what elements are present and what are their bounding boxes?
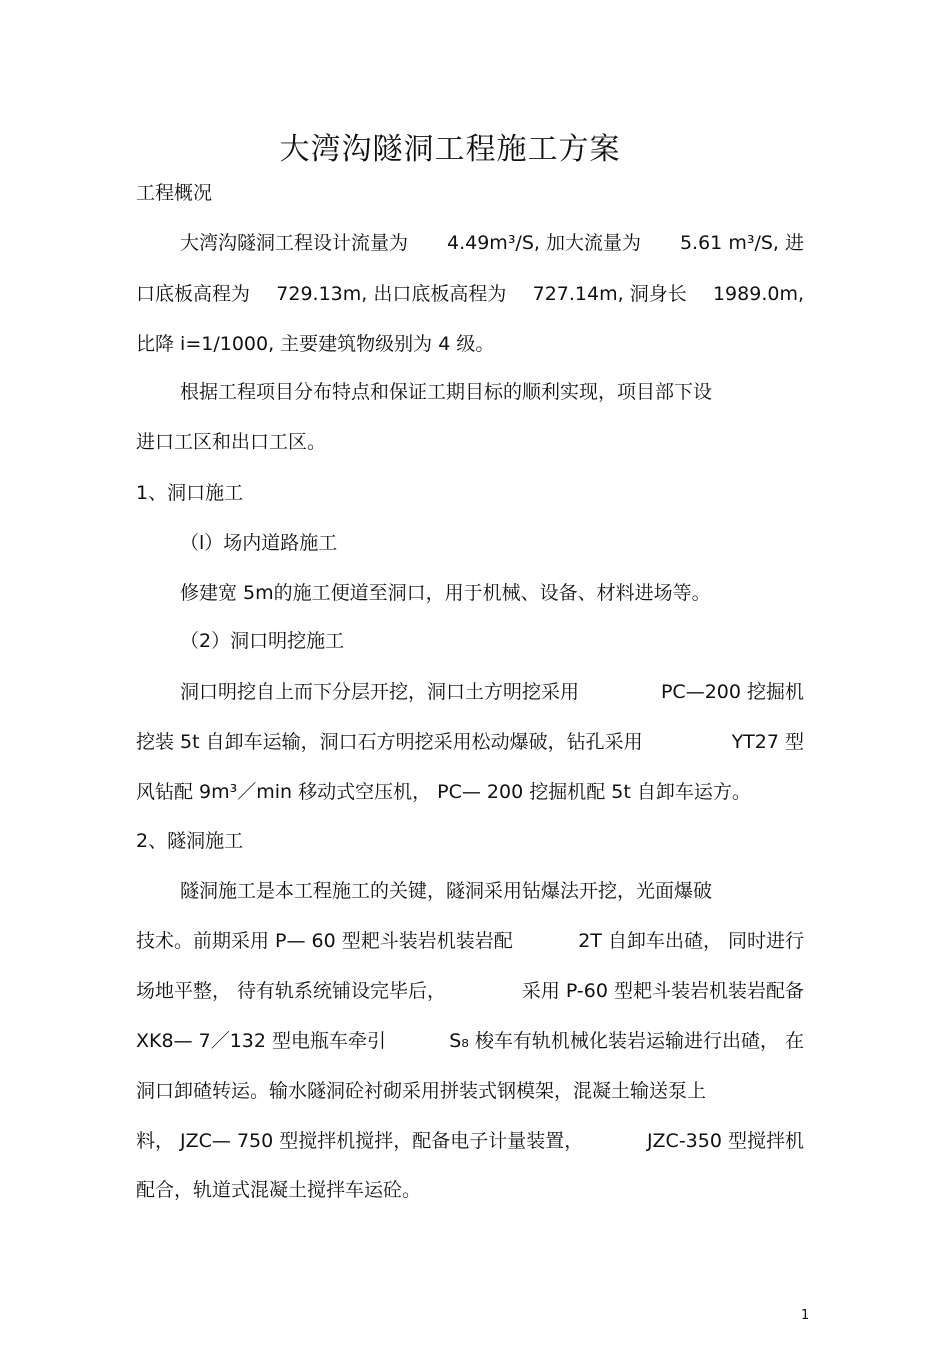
subsection-heading-road: （l）场内道路施工 [180,532,338,554]
paragraph-line: 风钻配 9m³／min 移动式空压机， PC— 200 挖掘机配 5t 自卸车运方。 [136,781,751,803]
text-span: 挖装 5t 自卸车运输，洞口石方明挖采用松动爆破，钻孔采用 [136,731,643,753]
text-span: 技术。前期采用 P— 60 型耙斗装岩机装岩配 [136,930,513,952]
section-heading-portal: 1、洞口施工 [136,482,244,504]
text-span: 大湾沟隧洞工程设计流量为 [180,232,409,254]
paragraph-line [180,679,804,705]
text-span: 4.49m³/S, 加大流量为 [447,232,641,254]
text-span: YT27 型 [731,731,804,753]
section-heading-overview: 工程概况 [136,182,213,204]
text-span: 洞口明挖自上而下分层开挖，洞口土方明挖采用 [180,681,580,703]
paragraph-line: 进口工区和出口工区。 [136,431,327,453]
paragraph-line [136,729,804,755]
paragraph-line: 根据工程项目分布特点和保证工期目标的顺利实现，项目部下设 [180,381,713,403]
text-span: 采用 P-60 型耙斗装岩机装岩配备 [521,980,804,1002]
text-span: 料， JZC— 750 型搅拌机搅拌，配备电子计量装置， [136,1130,584,1152]
paragraph-line: 隧洞施工是本工程施工的关键，隧洞采用钻爆法开挖，光面爆破 [180,880,713,902]
paragraph-line [136,928,804,954]
paragraph-line [136,1028,804,1054]
text-span: PC—200 挖掘机 [660,681,804,703]
section-heading-tunnel: 2、隧洞施工 [136,830,244,852]
paragraph-line: 修建宽 5m的施工便道至洞口，用于机械、设备、材料进场等。 [180,582,711,604]
paragraph-line [136,281,804,307]
text-span: 727.14m, 洞身长 [532,283,687,305]
document-title: 大湾沟隧洞工程施工方案 [279,132,621,167]
paragraph-line [136,978,804,1004]
paragraph-line [136,1128,804,1154]
text-span: XK8— 7／132 型电瓶车牵引 [136,1030,386,1052]
text-span: 729.13m, 出口底板高程为 [276,283,507,305]
subsection-heading-excavation: （2）洞口明挖施工 [180,630,345,652]
text-span: JZC-350 型搅拌机 [646,1130,804,1152]
paragraph-line: 比降 i=1/1000, 主要建筑物级别为 4 级。 [136,333,495,355]
paragraph-line: 洞口卸碴转运。输水隧洞砼衬砌采用拼装式钢模架，混凝土输送泵上 [136,1080,707,1102]
text-span: 5.61 m³/S, 进 [679,232,804,254]
paragraph-line: 配合，轨道式混凝土搅拌车运砼。 [136,1179,422,1201]
text-span: S₈ 梭车有轨机械化装岩运输进行出碴， 在 [449,1030,804,1052]
text-span: 口底板高程为 [136,283,251,305]
text-span: 1989.0m, [712,283,804,305]
paragraph-line [180,230,804,256]
text-span: 场地平整， 待有轨系统铺设完毕后， [136,980,447,1002]
page-number: 1 [801,1308,810,1323]
text-span: 2T 自卸车出碴， 同时进行 [578,930,804,952]
